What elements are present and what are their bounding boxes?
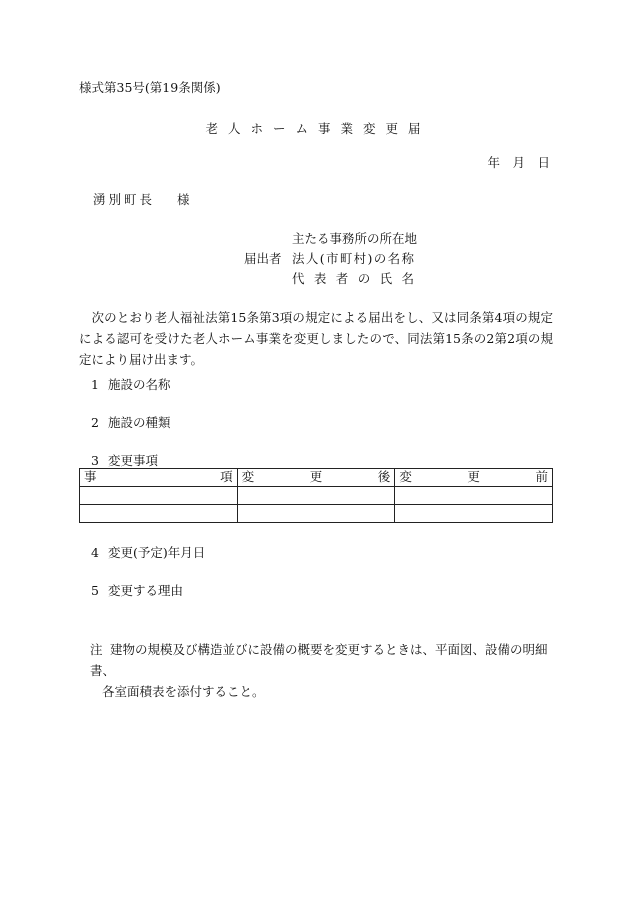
applicant-block bbox=[244, 231, 418, 293]
note-line-1 bbox=[90, 639, 560, 681]
form-number: 様式第35号(第19条関係) bbox=[79, 80, 221, 95]
table-cell[interactable] bbox=[80, 505, 238, 523]
header-matter: 事項 bbox=[84, 469, 233, 485]
date-line: 年 月 日 bbox=[487, 155, 550, 170]
corporation-name-label: 法人(市町村)の名称 bbox=[292, 251, 414, 266]
document-title: 老人ホーム事業変更届 bbox=[205, 121, 431, 136]
table-header-cell bbox=[80, 469, 238, 487]
table-cell[interactable] bbox=[237, 505, 395, 523]
applicant-label: 届出者 bbox=[244, 251, 282, 266]
item-label: 施設の名称 bbox=[108, 377, 171, 392]
representative-name-label: 代表者の氏名 bbox=[292, 271, 414, 286]
addressee-honorific: 様 bbox=[177, 192, 193, 207]
note bbox=[90, 639, 560, 702]
table-cell[interactable] bbox=[395, 487, 553, 505]
item-change-matters bbox=[91, 455, 158, 468]
applicant-row bbox=[244, 231, 418, 253]
table-row bbox=[80, 505, 553, 523]
item-facility-type bbox=[91, 417, 171, 430]
item-label: 施設の種類 bbox=[108, 415, 171, 430]
table-cell[interactable] bbox=[80, 487, 238, 505]
item-number: 4 bbox=[91, 545, 99, 560]
table-header-row bbox=[80, 469, 553, 487]
table-header-cell bbox=[395, 469, 553, 487]
item-number: 2 bbox=[91, 415, 99, 430]
change-table bbox=[79, 468, 553, 523]
table-cell[interactable] bbox=[237, 487, 395, 505]
table-cell[interactable] bbox=[395, 505, 553, 523]
addressee-name: 湧別町長 bbox=[93, 192, 156, 207]
applicant-row bbox=[244, 273, 414, 293]
item-label: 変更(予定)年月日 bbox=[108, 545, 206, 560]
table-header-cell bbox=[237, 469, 395, 487]
header-after: 変更後 bbox=[241, 469, 391, 485]
item-facility-name bbox=[91, 379, 171, 392]
table-row bbox=[80, 487, 553, 505]
item-number: 1 bbox=[91, 377, 99, 392]
item-number: 5 bbox=[91, 583, 99, 598]
item-label: 変更する理由 bbox=[108, 583, 184, 598]
note-text-1: 建物の規模及び構造並びに設備の概要を変更するときは、平面図、設備の明細書、 bbox=[90, 642, 548, 678]
note-mark: 注 bbox=[90, 642, 103, 657]
item-change-reason bbox=[91, 585, 183, 598]
body-text: 次のとおり老人福祉法第15条第3項の規定による届出をし、又は同条第4項の規定による認可を受けた老人ホーム事業を変更しましたので、同法第15条の2第2項の規定により届け出ます。 bbox=[79, 310, 553, 367]
applicant-row bbox=[244, 253, 414, 273]
office-address-label: 主たる事務所の所在地 bbox=[292, 231, 418, 246]
item-number: 3 bbox=[91, 453, 99, 468]
addressee bbox=[93, 194, 193, 207]
note-line-2: 各室面積表を添付すること。 bbox=[102, 684, 265, 699]
header-before: 変更前 bbox=[399, 469, 548, 485]
item-change-date bbox=[91, 547, 205, 560]
item-label: 変更事項 bbox=[108, 453, 159, 468]
